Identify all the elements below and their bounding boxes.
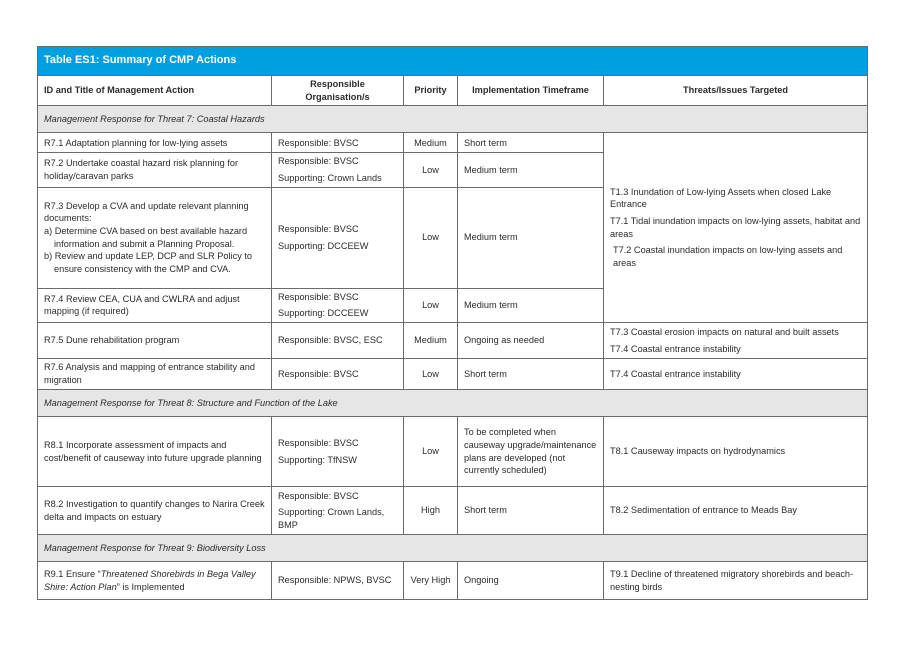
table-title-row bbox=[38, 47, 868, 76]
org-supporting: Supporting: Crown Lands bbox=[278, 173, 382, 184]
timeframe-cell: Ongoing as needed bbox=[458, 323, 604, 359]
org-responsible: Responsible: BVSC bbox=[278, 291, 359, 302]
org-responsible: Responsible: BVSC bbox=[278, 437, 359, 448]
action-cell: R7.4 Review CEA, CUA and CWLRA and adjust mapping (if required) bbox=[38, 288, 272, 322]
timeframe-cell: Medium term bbox=[458, 153, 604, 187]
org-supporting: Supporting: TfNSW bbox=[278, 454, 357, 465]
action-title: R7.3 Develop a CVA and update relevant planning documents: bbox=[44, 200, 249, 224]
org-cell bbox=[272, 187, 404, 288]
threats-cell: T8.2 Sedimentation of entrance to Meads Bay bbox=[604, 487, 868, 535]
section-row bbox=[38, 106, 868, 133]
threats-cell bbox=[604, 323, 868, 359]
timeframe-cell: To be completed when causeway upgrade/maintenance plans are developed (not currently scheduled) bbox=[458, 417, 604, 487]
action-cell: R7.2 Undertake coastal hazard risk planning for holiday/caravan parks bbox=[38, 153, 272, 187]
header-threats: Threats/Issues Targeted bbox=[604, 76, 868, 106]
threat-item: T7.1 Tidal inundation impacts on low-lying assets, habitat and areas bbox=[610, 216, 861, 239]
action-cell: R7.5 Dune rehabilitation program bbox=[38, 323, 272, 359]
header-org: Responsible Organisation/s bbox=[272, 76, 404, 106]
org-responsible: Responsible: BVSC bbox=[278, 490, 359, 501]
org-responsible: Responsible: BVSC bbox=[278, 224, 359, 235]
action-cell bbox=[38, 187, 272, 288]
table-row bbox=[38, 487, 868, 535]
org-cell bbox=[272, 288, 404, 322]
section-row bbox=[38, 535, 868, 562]
timeframe-cell: Short term bbox=[458, 359, 604, 390]
org-cell: Responsible: NPWS, BVSC bbox=[272, 562, 404, 600]
action-cell bbox=[38, 562, 272, 600]
section-row bbox=[38, 390, 868, 417]
threats-cell: T7.4 Coastal entrance instability bbox=[604, 359, 868, 390]
org-responsible: Responsible: BVSC bbox=[278, 156, 359, 167]
table-row bbox=[38, 323, 868, 359]
org-cell bbox=[272, 417, 404, 487]
table-row bbox=[38, 359, 868, 390]
action-plan-title: Threatened Shorebirds in Bega Valley Shire: Action Plan bbox=[44, 568, 256, 592]
priority-cell: Low bbox=[404, 417, 458, 487]
org-supporting: Supporting: Crown Lands, BMP bbox=[278, 507, 385, 530]
action-cell: R8.2 Investigation to quantify changes to Narira Creek delta and impacts on estuary bbox=[38, 487, 272, 535]
threat-item: T1.3 Inundation of Low-lying Assets when closed Lake Entrance bbox=[610, 186, 832, 210]
threat-item: T7.4 Coastal entrance instability bbox=[610, 343, 741, 354]
timeframe-cell: Short term bbox=[458, 133, 604, 153]
priority-cell: Medium bbox=[404, 323, 458, 359]
header-row bbox=[38, 76, 868, 106]
priority-cell: Low bbox=[404, 288, 458, 322]
timeframe-cell: Medium term bbox=[458, 187, 604, 288]
action-suffix: ” is Implemented bbox=[116, 581, 185, 592]
action-prefix: R9.1 Ensure “ bbox=[44, 568, 101, 579]
table-title: Table ES1: Summary of CMP Actions bbox=[38, 47, 868, 76]
timeframe-cell: Short term bbox=[458, 487, 604, 535]
table-row bbox=[38, 133, 868, 153]
timeframe-cell: Ongoing bbox=[458, 562, 604, 600]
section-threat-9: Management Response for Threat 9: Biodiversity Loss bbox=[38, 535, 868, 562]
threat-item: T7.2 Coastal inundation impacts on low-lying assets and areas bbox=[613, 245, 843, 269]
org-cell bbox=[272, 487, 404, 535]
org-cell bbox=[272, 153, 404, 187]
threat-item: T7.3 Coastal erosion impacts on natural and built assets bbox=[610, 326, 839, 337]
org-cell: Responsible: BVSC bbox=[272, 133, 404, 153]
table-row bbox=[38, 562, 868, 600]
action-cell: R8.1 Incorporate assessment of impacts and cost/benefit of causeway into future upgrade planning bbox=[38, 417, 272, 487]
threats-merged-cell bbox=[604, 133, 868, 323]
timeframe-cell: Medium term bbox=[458, 288, 604, 322]
priority-cell: High bbox=[404, 487, 458, 535]
section-threat-7: Management Response for Threat 7: Coastal Hazards bbox=[38, 106, 868, 133]
priority-cell: Very High bbox=[404, 562, 458, 600]
action-cell: R7.6 Analysis and mapping of entrance stability and migration bbox=[38, 359, 272, 390]
cmp-actions-table bbox=[37, 46, 868, 600]
org-supporting: Supporting: DCCEEW bbox=[278, 308, 369, 319]
header-action: ID and Title of Management Action bbox=[38, 76, 272, 106]
priority-cell: Low bbox=[404, 187, 458, 288]
org-cell: Responsible: BVSC, ESC bbox=[272, 323, 404, 359]
table-row bbox=[38, 417, 868, 487]
org-supporting: Supporting: DCCEEW bbox=[278, 240, 369, 251]
priority-cell: Medium bbox=[404, 133, 458, 153]
priority-cell: Low bbox=[404, 359, 458, 390]
action-cell: R7.1 Adaptation planning for low-lying assets bbox=[38, 133, 272, 153]
priority-cell: Low bbox=[404, 153, 458, 187]
header-priority: Priority bbox=[404, 76, 458, 106]
threats-cell: T8.1 Causeway impacts on hydrodynamics bbox=[604, 417, 868, 487]
threats-cell: T9.1 Decline of threatened migratory shorebirds and beach-nesting birds bbox=[604, 562, 868, 600]
section-threat-8: Management Response for Threat 8: Structure and Function of the Lake bbox=[38, 390, 868, 417]
action-subitem-a: a) Determine CVA based on best available hazard information and submit a Planning Proposal. bbox=[44, 226, 248, 249]
header-timeframe: Implementation Timeframe bbox=[458, 76, 604, 106]
action-subitem-b: b) Review and update LEP, DCP and SLR Policy to ensure consistency with the CMP and CVA. bbox=[44, 251, 253, 275]
org-cell: Responsible: BVSC bbox=[272, 359, 404, 390]
